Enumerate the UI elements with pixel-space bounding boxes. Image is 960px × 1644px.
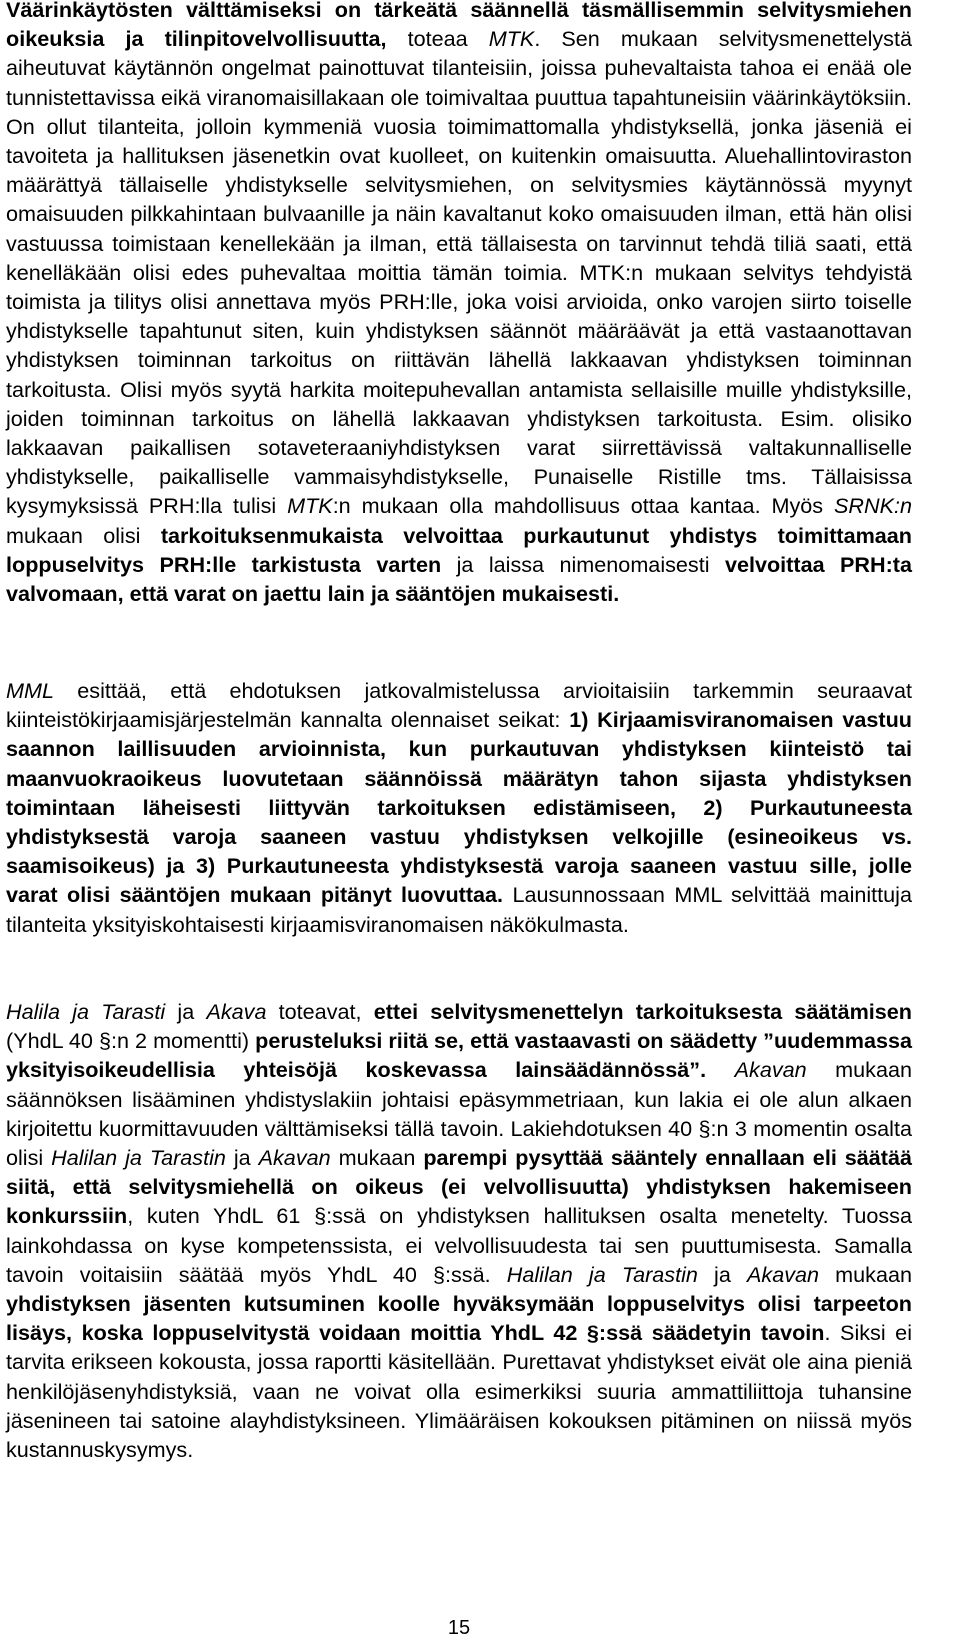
paragraph-halila-tarasti-akava — [6, 997, 912, 1464]
text-run: Akavan — [258, 1145, 331, 1171]
text-run: Väärinkäytösten välttämiseksi on tärkeätä säännellä täsmällisemmin selvitysmiehen oikeuksia ja tilinpitovelvollisuutta, — [6, 0, 912, 52]
paragraph-mml — [6, 676, 912, 939]
page-number: 15 — [447, 1617, 471, 1639]
text-run: Halilan ja Tarastin — [506, 1261, 698, 1287]
text-run: MTK — [488, 26, 535, 52]
paragraph-mtk-srnk — [6, 0, 912, 608]
text-run: . Sen mukaan selvitysmenettelystä aiheutuvat käytännön ongelmat painottuvat tilanteisiin, joissa puhevaltaista tahoa ei enää ole tunnistettavissa eikä viranomaisillakaan ole toimivaltaa puuttua tapahtuneisiin väärinkäytöksiin. On ollut tilanteita, jolloin kymmeniä vuosia toimimattomalla yhdistyksellä, jonka jäseniä ei tavoiteta ja hallituksen jäsenetkin ovat kuolleet, on kuitenkin omaisuutta. Aluehallintoviraston määrättyä tällaiselle yhdistykselle selvitysmiehen, on selvitysmies käytännössä myynyt omaisuuden pilkkahintaan bulvaanille ja näin kavaltanut koko omaisuuden ilman, että hän olisi vastuussa toimistaan kenellekään ja ilman, että tällaisesta on tarvinnut tehdä tiliä saati, että kenelläkään olisi edes puhevaltaa moittia tämän toimia. MTK:n mukaan selvitys tehdyistä toimista ja tilitys olisi annettava myös PRH:lle, joka voisi arvioida, onko varojen siirto toiselle yhdistykselle tapahtunut siten, kuin yhdistyksen säännöt määräävät ja että vastaanottavan yhdistyksen toiminnan tarkoitus on riittävän lähellä lakkaavan yhdistyksen toiminnan tarkoitusta. Olisi myös syytä harkita moitepuhevallan antamista sellaisille muille yhdistyksille, joiden toiminnan tarkoitus on lähellä lakkaavan yhdistyksen tarkoitusta. Esim. olisiko lakkaavan paikallisen sotaveteraaniyhdistyksen varat siirrettävissä valtakunnalliselle yhdistykselle, paikalliselle vammaisyhdistykselle, Punaiselle Ristille tms. Tällaisissa kysymyksissä PRH:lla tulisi — [6, 26, 912, 519]
text-run: mukaan säännöksen lisääminen yhdistyslakiin johtaisi epäsymmetriaan, kun lakia ei ole alun alkaen kirjoitettu kuormittavuuden välttämiseksi tällä tavoin. Lakiehdotuksen 40 §:n 3 momentin osalta olisi — [6, 1057, 912, 1171]
text-run: mukaan — [330, 1145, 424, 1171]
text-run: toteaa — [386, 26, 489, 52]
text-run: Halilan ja Tarastin — [51, 1145, 226, 1171]
text-run: MML — [6, 678, 54, 703]
text-run: yhdistyksen jäsenten kutsuminen koolle hyväksymään loppuselvitys olisi tarpeeton lisäys, koska loppuselvitystä voidaan moittia YhdL 42 §:ssä säädetyin tavoin — [6, 1291, 912, 1346]
text-run: perusteluksi riitä se, että vastaavasti on säädetty ”uudemmassa yksityisoikeudellisia yhteisöjä koskevassa lainsäädännössä”. — [6, 1028, 912, 1083]
text-run: ja — [165, 999, 207, 1024]
text-run: Lausunnossaan MML selvittää mainittuja tilanteita yksityiskohtaisesti kirjaamisviranomaisen näkökulmasta. — [6, 882, 912, 937]
text-run: velvoittaa PRH:ta valvomaan, että varat on jaettu lain ja sääntöjen mukaisesti. — [6, 551, 913, 607]
text-run: mukaan — [819, 1261, 912, 1287]
text-run: tarkoituksenmukaista velvoittaa purkautunut yhdistys toimittamaan loppuselvitys PRH:lle tarkistusta varten — [6, 522, 912, 577]
text-run: (YhdL 40 §:n 2 momentti) — [6, 1028, 256, 1054]
text-run: . Siksi ei tarvita erikseen kokousta, jossa raportti käsitellään. Purettavat yhdistykset eivät ole aina pieniä henkilöjäsenyhdistyksiä, vaan ne voivat olla esimerkiksi suuria ammattiliittoja tuhansine jäsenineen tai satoine alayhdistyksineen. Ylimääräisen kokouksen pitäminen on niissä myös kustannuskysymys. — [6, 1320, 912, 1463]
text-run: esittää, että ehdotuksen jatkovalmistelussa arvioitaisiin tarkemmin seuraavat kiinteistökirjaamisjärjestelmän kannalta olennaiset seikat: — [6, 678, 912, 733]
text-run — [706, 1057, 735, 1082]
text-run: Akavan — [734, 1057, 807, 1083]
text-run: ja — [225, 1145, 259, 1171]
text-run: :n mukaan olla mahdollisuus ottaa kantaa. Myös — [332, 493, 834, 519]
text-run: mukaan olisi — [6, 522, 161, 548]
text-run: parempi pysyttää sääntely ennallaan eli säätää siitä, että selvitysmiehellä on oikeus (ei velvollisuutta) yhdistyksen hakemiseen konkurssiin — [6, 1145, 912, 1229]
text-run: Akava — [206, 999, 267, 1024]
text-run: Halila ja Tarasti — [6, 999, 166, 1024]
text-run: toteavat, — [266, 999, 374, 1024]
text-run: , kuten YhdL 61 §:ssä on yhdistyksen hallituksen osalta menetelty. Tuossa lainkohdassa on kyse kompetenssista, ei velvollisuudesta tai sen puuttumisesta. Samalla tavoin voitaisiin säätää myös YhdL 40 §:ssä. — [6, 1203, 912, 1287]
text-run: ja — [697, 1261, 747, 1287]
text-run: 1) Kirjaamisviranomaisen vastuu saannon laillisuuden arvioinnista, kun purkautuvan yhdistyksen kiinteistö tai maanvuokraoikeus luovutetaan säännöissä määrätyn tahon sijasta yhdistyksen toimintaan läheisesti liittyvän tarkoituksen edistämiseen, 2) Purkautuneesta yhdistyksestä varoja saaneen vastuu yhdistyksen velkojille (esineoikeus vs. saamisoikeus) ja 3) Purkautuneesta yhdistyksestä varoja saaneen vastuu sille, jolle varat olisi sääntöjen mukaan pitänyt luovuttaa. — [6, 707, 912, 908]
text-run: ettei selvitysmenettelyn tarkoituksesta säätämisen — [373, 999, 912, 1024]
text-run: MTK — [287, 493, 333, 519]
text-run: ja laissa nimenomaisesti — [441, 551, 725, 577]
text-run: Akavan — [747, 1261, 820, 1287]
text-run: SRNK:n — [833, 493, 912, 519]
